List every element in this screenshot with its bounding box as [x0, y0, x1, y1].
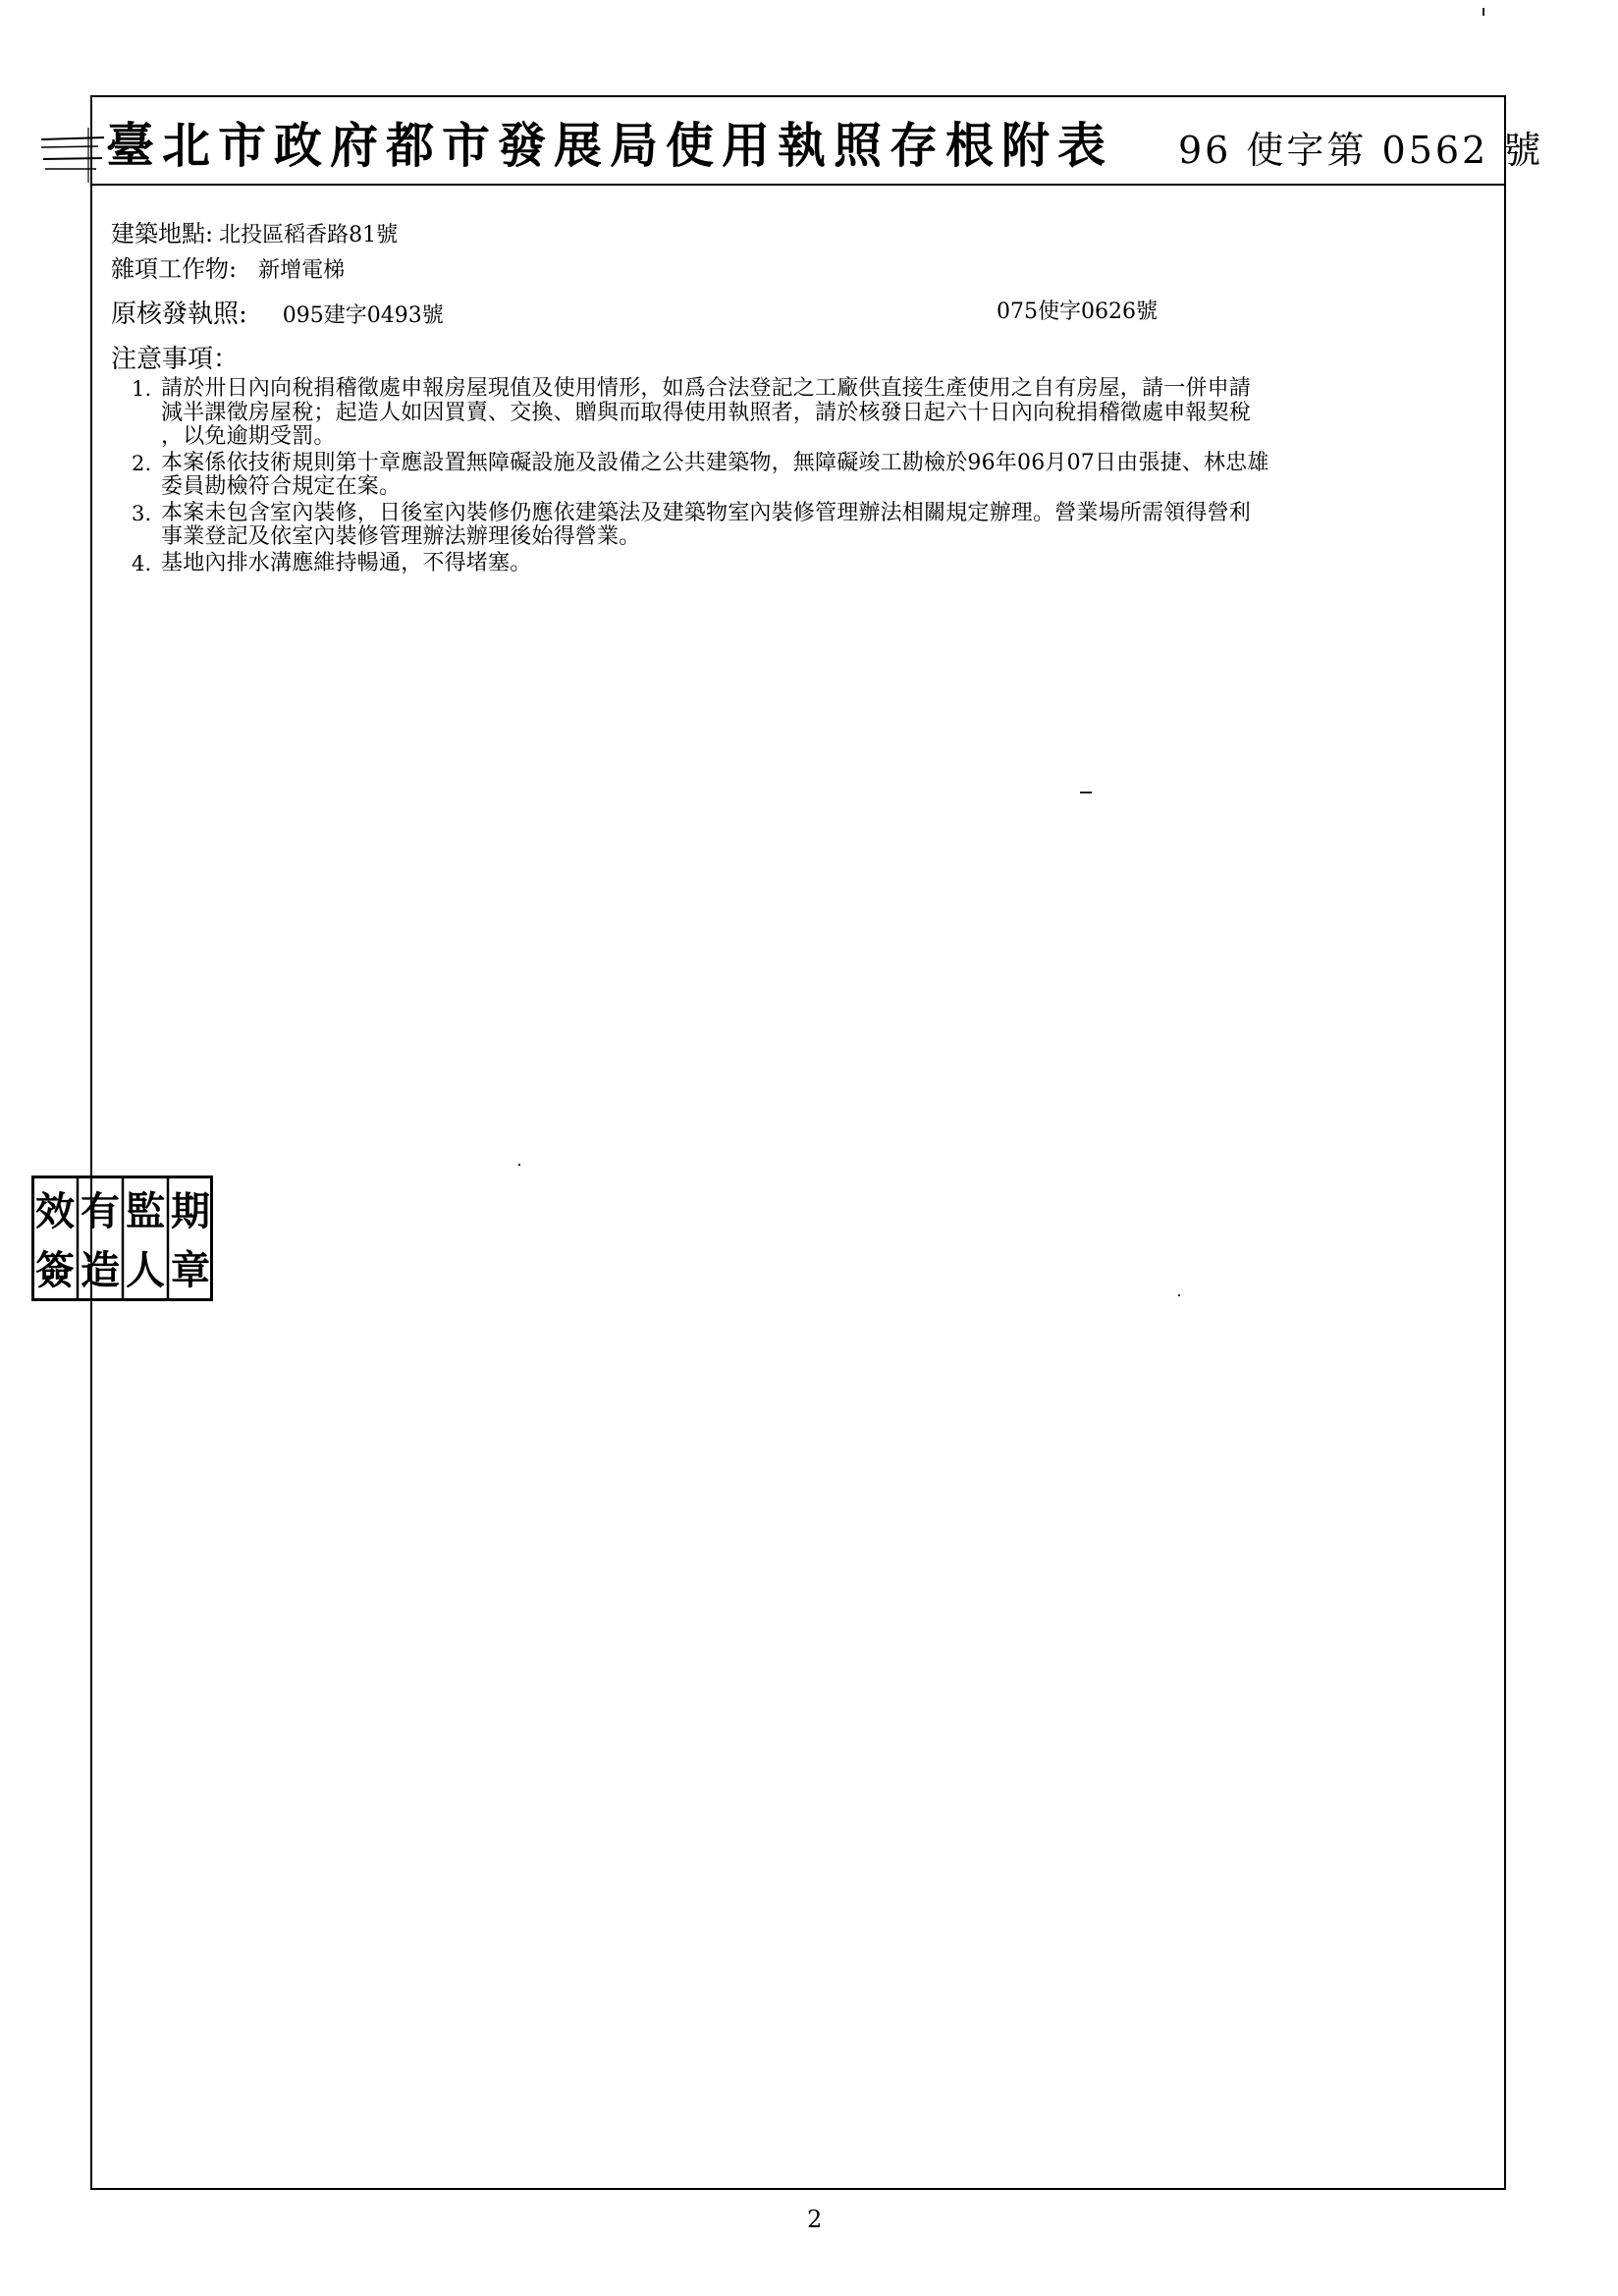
note-line: 請於卅日內向稅捐稽徵處申報房屋現值及使用情形，如爲合法登記之工廠供直接生產使用之自有房屋，請一併申請 [161, 376, 1252, 401]
notes-list [132, 377, 1526, 577]
original-use-permit: 075使字0626號 [997, 300, 1158, 324]
note-number: 3. [132, 501, 152, 525]
misc-works-row [111, 249, 345, 284]
location-value: 北投區稻香路81號 [219, 223, 399, 247]
svg-text:造: 造 [81, 1247, 120, 1293]
location-label: 建築地點: [111, 220, 214, 247]
permit-number: 96 使字第 0562 號 [1178, 129, 1544, 172]
svg-text:有: 有 [81, 1188, 120, 1234]
note-number: 1. [132, 377, 152, 401]
original-permit-row [111, 294, 444, 330]
header-divider [90, 184, 1506, 186]
svg-text:效: 效 [35, 1188, 75, 1234]
svg-text:人: 人 [126, 1247, 165, 1293]
scan-speck [518, 1164, 520, 1166]
note-number: 2. [132, 451, 152, 475]
note-line: 減半課徵房屋稅；起造人如因買賣、交換、贈與而取得使用執照者，請於核發日起六十日內向稅捐稽徵處申報契稅 [161, 400, 1252, 425]
note-line: 本案係依技術規則第十章應設置無障礙設施及設備之公共建築物，無障礙竣工勘檢於96年06月07日由張捷、林忠雄 [161, 450, 1269, 475]
svg-text:章: 章 [171, 1247, 210, 1293]
note-line: 本案未包含室內裝修，日後室內裝修仍應依建築法及建築物室內裝修管理辦法相關規定辦理。營業場所需領得營利 [161, 500, 1252, 525]
svg-text:簽: 簽 [35, 1247, 75, 1293]
note-line: 事業登記及依室內裝修管理辦法辦理後始得營業。 [161, 524, 641, 549]
svg-text:期: 期 [171, 1188, 210, 1234]
note-item [132, 502, 1526, 550]
document-title: 臺北市政府都市發展局使用執照存根附表 [106, 117, 1114, 174]
original-permit-label: 原核發執照: [111, 300, 247, 329]
note-line: 基地內排水溝應維持暢通，不得堵塞。 [161, 550, 532, 575]
location-row [111, 214, 398, 248]
notes-heading: 注意事項： [111, 345, 240, 374]
scan-speck [1080, 792, 1092, 793]
note-item [132, 452, 1526, 500]
note-item [132, 552, 1526, 576]
note-line: 委員勘檢符合規定在案。 [161, 474, 402, 499]
scan-speck [1178, 1294, 1180, 1296]
note-line: ，以免逾期受罰。 [161, 424, 336, 449]
misc-works-value: 新增電梯 [258, 258, 346, 283]
seal-stamp-icon [31, 1175, 213, 1301]
note-item [132, 377, 1526, 450]
original-building-permit: 095建字0493號 [282, 303, 444, 328]
misc-works-label: 雜項工作物: [111, 255, 238, 283]
page-number: 2 [807, 2206, 823, 2233]
svg-text:監: 監 [126, 1188, 165, 1234]
scan-speck [1483, 8, 1484, 16]
note-number: 4. [132, 551, 152, 575]
